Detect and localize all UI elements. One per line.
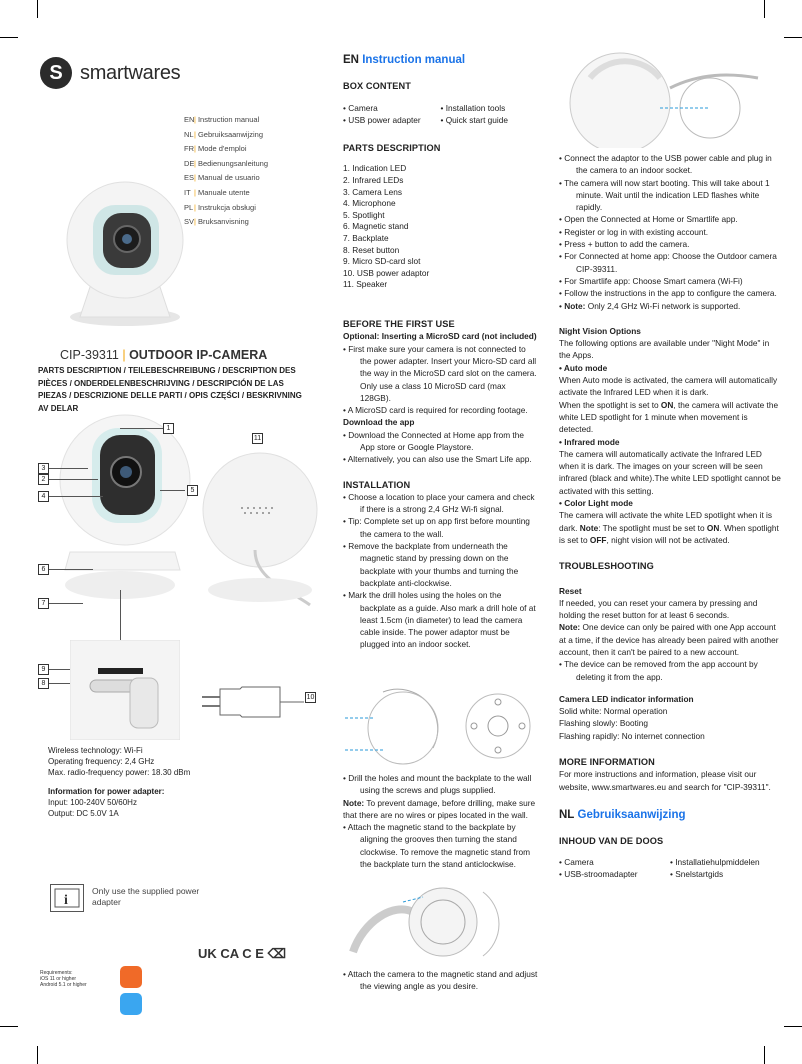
language-item: IT | Manuale utente — [184, 187, 250, 197]
box-content-title: BOX CONTENT — [343, 81, 411, 92]
crop-mark — [37, 1046, 38, 1064]
more-info-title: MORE INFORMATION — [559, 757, 655, 768]
nl-manual-title: NL Gebruiksaanwijzing — [559, 808, 686, 821]
callout-line — [48, 479, 98, 480]
power-adapter-diagram — [200, 685, 305, 720]
callout-line — [120, 428, 163, 429]
manual-column-middle — [343, 54, 538, 651]
magnetic-stand-figure — [343, 882, 543, 962]
crop-mark — [784, 37, 802, 38]
language-item: EN| Instruction manual — [184, 115, 260, 124]
language-item: NL| Gebruiksaanwijzing — [184, 129, 263, 139]
callout-6: 6 — [38, 564, 49, 575]
language-item: ES| Manual de usuario — [184, 173, 260, 183]
callout-9: 9 — [38, 664, 49, 675]
download-title: Download the app — [343, 417, 415, 428]
callout-10: 10 — [306, 694, 315, 701]
install-continued: • Drill the holes and mount the backplate to the wall using the screws and plugs supplied. Note: To prevent damage, before drilling, make sure that there are no wires or pipes located in the wall. • Attach the magnetic stand to the backplate by aligning the grooves then turning the stand clockwise. To remove the magnetic stand from the backplate turn the stand anticlockwise. — [343, 772, 538, 870]
box-content-list: • Camera • USB power adapter • Installation tools • Quick start guide — [343, 102, 538, 127]
optional-title: Optional: Inserting a MicroSD card (not included) — [343, 331, 537, 342]
crop-mark — [37, 0, 38, 18]
parts-list: 1. Indication LED 2. Infrared LEDs 3. Camera Lens 4. Microphone 5. Spotlight 6. Magnetic stand 7. Backplate 8. Reset button 9. Micro SD-card slot 10. USB power adaptor 11. Speaker — [343, 163, 430, 290]
language-item: FR| Mode d'emploi — [184, 144, 247, 154]
language-item: SV| Bruksanvisning — [184, 217, 249, 227]
language-item: PL| Instrukcja obsługi — [184, 202, 256, 212]
callout-7: 7 — [38, 598, 49, 609]
supplied-adapter-note: Only use the supplied power adapter — [92, 886, 200, 907]
callout-line — [160, 490, 185, 491]
callout-line — [48, 569, 93, 570]
camera-product-image — [55, 175, 195, 340]
attach-camera: • Attach the camera to the magnetic stand and adjust the viewing angle as you desire. — [343, 968, 538, 993]
camera-back-diagram — [200, 440, 320, 610]
manual-column-right: • Connect the adaptor to the USB power cable and plug in the camera to an indoor socket. • The camera will now start booting. This will take about 1 minute. Wait until the indication LED flashes white rapidly. • Open the Connected at Home or Smartlife app. • Register or log in with existing account. • Press + button to add the camera. • For Connected at home app: Choose the Outdoor camera CIP-39311. • For Smartlife app: Choose Smart camera (Wi-Fi) • Follow the instructions in the app to configure the camera. • Note: Only 2,4 GHz Wi-Fi network is supported. Night Vision Options The following options are available under "Night Mode" in the Apps. • Auto mode When Auto mode is activated, the camera will automatically activate the Infrared LED when it is dark. When the spotlight is set to ON, the camera will activate the white LED spotlight for 1 minute when movement is detected. • Infrared mode The camera will automatically activate the Infrared LED when it is dark. The images on your screen will be seen infrared (black and white).The white LED spotlight cannot be activated with this setting. • Color Light mode The camera will activate the white LED spotlight when it is dark. Note: The spotlight must be set to ON. When spotlight is set to OFF, night vision will not be activated. TROUBLESHOOTING Reset If needed, you can reset your camera by pressing and holding the reset button for at least 6 seconds. Note: One device can only be paired with one App account at a time, if the device has already been paired with another account, then it can't be paired to a new account. • The device can be removed from the app account by deleting it from the app. Camera LED indicator information Solid white: Normal operation Flashing slowly: Booting Flashing rapidly: No internet connection MORE INFORMATION For more instructions and information, please visit our website, www.smartwares.eu and search for "CIP-39311". NL Gebruiksaanwijzing INHOUD VAN DE DOOS • Camera • USB-stroomadapter • Installatiehulpmiddelen • Snelstartgids — [559, 152, 781, 880]
nl-box-title: INHOUD VAN DE DOOS — [559, 836, 664, 847]
troubleshooting-title: TROUBLESHOOTING — [559, 561, 654, 572]
before-first-use-title: BEFORE THE FIRST USE — [343, 319, 455, 330]
led-info-title: Camera LED indicator information — [559, 693, 694, 704]
specifications: Wireless technology: Wi-Fi Operating frequency: 2,4 GHz Max. radio-frequency power: 18.30 dBm Information for power adapter: Input: 100-240V 50/60Hz Output: DC 5.0V 1A — [48, 746, 191, 818]
crop-mark — [0, 1026, 18, 1027]
info-icon — [50, 884, 84, 912]
parts-title: PARTS DESCRIPTION — [343, 143, 441, 154]
brand-logo-icon: S — [40, 57, 72, 89]
backplate-figure — [343, 688, 543, 768]
language-list — [184, 113, 268, 230]
crop-mark — [784, 1026, 802, 1027]
callout-line — [48, 496, 103, 497]
certification-marks: UK CA C E ⌫ — [198, 946, 286, 961]
callout-4: 4 — [38, 491, 49, 502]
sd-slot-closeup — [70, 640, 180, 740]
before-list: • First make sure your camera is not connected to the power adapter. Insert your Micro-SD card all the way in the MicroSD card slot on the camera. Only use a class 10 MicroSD card (max 128GB). • A MicroSD card is required for recording footage. — [343, 343, 538, 417]
download-list: • Download the Connected at Home app from the App store or Google Playstore. • Alternatively, you can also use the Smart Life app. — [343, 429, 538, 466]
language-item: DE| Bedienungsanleitung — [184, 158, 269, 168]
nl-box-list: • Camera • USB-stroomadapter • Installatiehulpmiddelen • Snelstartgids — [559, 856, 781, 881]
parts-heading: PARTS DESCRIPTION / TEILEBESCHREIBUNG / DESCRIPTION DES PIÈCES / ONDERDELENBESCHRIJVING / DESCRIPCIÓN DE LAS PIEZAS / DESCRIZIONE DELLE PARTI / OPIS CZĘŚCI / BESKRIVNING AV DELAR — [38, 366, 302, 413]
callout-3: 3 — [38, 463, 49, 474]
manual-title: EN Instruction manual — [343, 54, 466, 66]
night-vision-title: Night Vision Options — [559, 325, 641, 336]
model-title: CIP-39311 | OUTDOOR IP-CAMERA — [60, 348, 268, 362]
installation-list: • Choose a location to place your camera and check if there is a strong 2,4 GHz Wi-fi signal. • Tip: Complete set up on app first before mounting the camera to the wall. • Remove the backplate from underneath the magnetic stand by pressing down on the backplate with your thumbs and turning the backplate anti-clockwise. • Mark the drill holes using the holes on the backplate as a guide. Also mark a drill hole of at least 1.5cm (in diameter) to lead the camera cable inside. The power adaptor must be plugged into an indoor socket. — [343, 491, 538, 651]
callout-11: 11 — [253, 435, 262, 442]
callout-2: 2 — [38, 474, 49, 485]
camera-front-diagram — [50, 410, 195, 610]
callout-line — [120, 590, 121, 640]
callout-line — [48, 468, 88, 469]
setup-list: • Connect the adaptor to the USB power cable and plug in the camera to an indoor socket. • The camera will now start booting. This will take about 1 minute. Wait until the indication LED flashes white rapidly. • Open the Connected at Home or Smartlife app. • Register or log in with existing account. • Press + button to add the camera. • For Connected at home app: Choose the Outdoor camera CIP-39311. • For Smartlife app: Choose Smart camera (Wi-Fi) • Follow the instructions in the app to configure the camera. • Note: Only 2,4 GHz Wi-Fi network is supported. — [559, 152, 781, 312]
crop-mark — [0, 37, 18, 38]
crop-mark — [764, 1046, 765, 1064]
svg-text:i: i — [64, 893, 68, 908]
callout-1: 1 — [163, 423, 174, 434]
crop-mark — [764, 0, 765, 18]
smart-life-app-icon — [120, 993, 142, 1015]
callout-8: 8 — [38, 678, 49, 689]
connected-at-home-app-icon — [120, 966, 142, 988]
installation-title: INSTALLATION — [343, 479, 411, 490]
callout-line — [48, 603, 83, 604]
camera-mount-figure — [560, 48, 760, 148]
brand-name: smartwares — [80, 62, 181, 84]
requirements: Requirements: iOS 11 or higher Android 5.1 or higher — [40, 970, 87, 988]
callout-5: 5 — [187, 485, 198, 496]
